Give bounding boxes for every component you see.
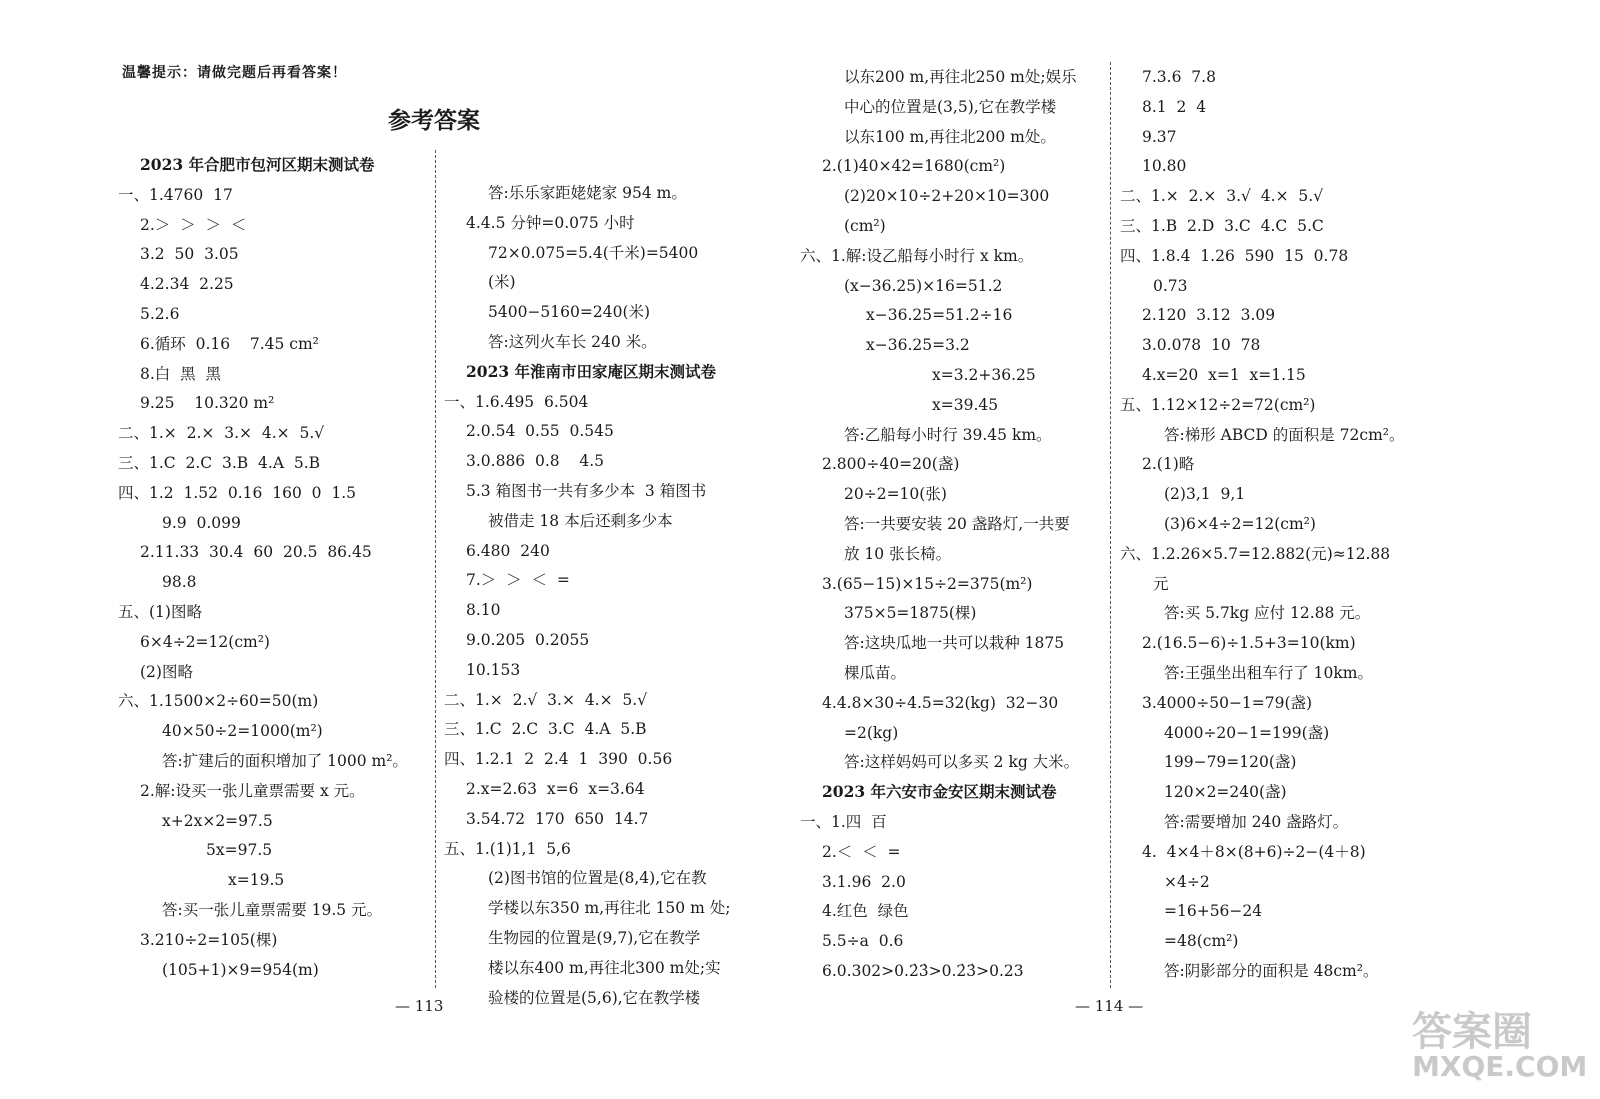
- answer-line: 答:买一张儿童票需要 19.5 元。: [162, 901, 383, 919]
- section-heading: 2023 年淮南市田家庵区期末测试卷: [466, 361, 717, 381]
- answer-line: 3.2 50 3.05: [140, 245, 239, 264]
- watermark-url: MXQE.COM: [1412, 1050, 1588, 1083]
- answer-line: 120×2=240(盏): [1164, 783, 1287, 802]
- answer-line: 5x=97.5: [206, 841, 273, 860]
- watermark-logo: 答案圈: [1412, 1009, 1532, 1055]
- answer-line: 四、1.2 1.52 0.16 160 0 1.5: [118, 483, 357, 502]
- answer-line: 放 10 张长椅。: [844, 544, 952, 563]
- answer-line: 四、1.2.1 2 2.4 1 390 0.56: [444, 750, 673, 769]
- answer-line: 三、1.B 2.D 3.C 4.C 5.C: [1120, 217, 1324, 235]
- answer-line: 8.白 黑 黑: [140, 364, 221, 383]
- answer-line: 答:这列火车长 240 米。: [488, 333, 657, 351]
- answer-line: 8.10: [466, 601, 501, 620]
- answer-line: 6×4÷2=12(cm²): [140, 632, 270, 651]
- answer-line: 4.x=20 x=1 x=1.15: [1142, 366, 1306, 384]
- answer-line: =48(cm²): [1164, 932, 1239, 951]
- answer-line: 答:乐乐家距姥姥家 954 m。: [488, 184, 687, 202]
- answer-line: 0.73: [1153, 276, 1188, 295]
- answer-line: 2.120 3.12 3.09: [1142, 306, 1276, 325]
- page-number-right: — 114 —: [1075, 997, 1144, 1015]
- answer-line: 9.25 10.320 m²: [140, 394, 275, 413]
- answer-line: 三、1.C 2.C 3.B 4.A 5.B: [118, 454, 321, 472]
- answer-line: 答:扩建后的面积增加了 1000 m²。: [162, 752, 408, 770]
- answer-line: 6.480 240: [466, 541, 550, 560]
- answer-line: 生物园的位置是(9,7),它在教学: [488, 929, 701, 947]
- column-divider: [1110, 62, 1111, 988]
- right-page: [800, 0, 1600, 1099]
- answer-line: (cm²): [844, 217, 886, 235]
- page-title: 参考答案: [388, 108, 480, 134]
- answer-line: 4.红色 绿色: [822, 902, 909, 921]
- answer-line: 答:阴影部分的面积是 48cm²。: [1164, 962, 1379, 980]
- answer-line: 2.0.54 0.55 0.545: [466, 422, 614, 441]
- answer-line: 2.解:设买一张儿童票需要 x 元。: [140, 781, 365, 800]
- answer-line: 答:买 5.7kg 应付 12.88 元。: [1164, 604, 1371, 623]
- answer-line: 以东100 m,再往北200 m处。: [844, 127, 1056, 146]
- answer-line: 72×0.075=5.4(千米)=5400: [488, 243, 699, 262]
- answer-line: 3.54.72 170 650 14.7: [466, 809, 649, 828]
- answer-line: 5.3 箱图书一共有多少本 3 箱图书: [466, 482, 707, 500]
- answer-line: 学楼以东350 m,再往北 150 m 处;: [488, 899, 731, 918]
- answer-line: 98.8: [162, 573, 197, 592]
- answer-line: 3.210÷2=105(棵): [140, 930, 278, 949]
- answer-line: 3.0.886 0.8 4.5: [466, 452, 605, 471]
- answer-line: 六、1.解:设乙船每小时行 x km。: [800, 246, 1034, 265]
- answer-line: 二、1.× 2.× 3.√ 4.× 5.√: [1120, 187, 1324, 206]
- answer-line: 二、1.× 2.√ 3.× 4.× 5.√: [444, 690, 648, 709]
- answer-line: (2)图略: [140, 662, 193, 681]
- answer-line: 楼以东400 m,再往北300 m处;实: [488, 958, 721, 977]
- answer-line: ×4÷2: [1164, 872, 1210, 891]
- answer-line: 五、1.(1)1,1 5,6: [444, 839, 571, 858]
- answer-line: 2.(16.5−6)÷1.5+3=10(km): [1142, 634, 1356, 653]
- answer-line: 答:这样妈妈可以多买 2 kg 大米。: [844, 753, 1080, 772]
- answer-line: 答:需要增加 240 盏路灯。: [1164, 813, 1349, 831]
- answer-line: 答:乙船每小时行 39.45 km。: [844, 425, 1052, 444]
- column-divider: [435, 150, 436, 988]
- answer-line: 7.3.6 7.8: [1142, 68, 1216, 86]
- answer-line: 一、1.四 百: [800, 813, 887, 831]
- answer-line: 2.800÷40=20(盏): [822, 455, 960, 474]
- answer-line: 8.1 2 4: [1142, 97, 1207, 116]
- answer-line: 9.0.205 0.2055: [466, 631, 590, 649]
- answer-line: 6.0.302>0.2̇3̇>0.2̇3̇>0.23: [822, 962, 1024, 980]
- answer-line: x=39.45: [932, 395, 999, 414]
- answer-line: 4000÷20−1=199(盏): [1164, 723, 1330, 742]
- answer-line: 六、1.2.26×5.7=12.882(元)≈12.88: [1120, 544, 1391, 563]
- answer-line: 验楼的位置是(5,6),它在教学楼: [488, 988, 701, 1007]
- answer-line: 一、1.4760 17: [118, 185, 233, 204]
- answer-line: 以东200 m,再往北250 m处;娱乐: [844, 68, 1077, 86]
- answer-line: 5.2.6: [140, 305, 180, 323]
- answer-line: x=3.2+36.25: [932, 366, 1036, 384]
- answer-line: x=19.5: [228, 871, 285, 890]
- answer-line: 4.4.5 分钟=0.075 小时: [466, 213, 635, 232]
- answer-line: 10.153: [466, 660, 521, 679]
- answer-line: 2.＜ ＜ =: [822, 842, 901, 861]
- answer-line: 答:这块瓜地一共可以栽种 1875: [844, 634, 1065, 653]
- answer-line: 3.0.078 10 78: [1142, 336, 1261, 355]
- answer-line: (x−36.25)×16=51.2: [844, 276, 1003, 295]
- answer-line: 棵瓜苗。: [844, 664, 907, 682]
- answer-line: x−36.25=3.2: [866, 336, 970, 355]
- answer-line: 四、1.8.4 1.26 590 15 0.78: [1120, 246, 1349, 265]
- answer-line: =16+56−24: [1164, 902, 1263, 921]
- answer-line: (3)6×4÷2=12(cm²): [1164, 515, 1316, 533]
- answer-line: 10.80: [1142, 157, 1187, 176]
- answer-line: 4. 4×4＋8×(8+6)÷2−(4＋8): [1142, 842, 1366, 861]
- answer-line: (米): [488, 273, 516, 292]
- answer-line: (2)3,1 9,1: [1164, 485, 1246, 504]
- answer-line: 9.37: [1142, 127, 1177, 146]
- answer-line: 2.(1)40×42=1680(cm²): [822, 157, 1006, 176]
- answer-line: 3.1.96 2.0: [822, 872, 906, 891]
- answer-line: 40×50÷2=1000(m²): [162, 722, 323, 741]
- page-number-left: — 113: [395, 997, 444, 1015]
- answer-line: 6.循环 0.16 7.45 cm²: [140, 334, 319, 353]
- answer-line: 9.9 0.099: [162, 513, 241, 532]
- answer-line: 答:王强坐出租车行了 10km。: [1164, 664, 1373, 682]
- answer-line: 199−79=120(盏): [1164, 753, 1297, 772]
- answer-line: 2.＞ ＞ ＞ ＜: [140, 215, 247, 234]
- answer-line: 7.＞ ＞ ＜ =: [466, 571, 570, 590]
- answer-line: 5.5÷a 0.6: [822, 932, 904, 951]
- answer-line: 5400−5160=240(米): [488, 303, 651, 322]
- answer-line: 二、1.× 2.× 3.× 4.× 5.√: [118, 424, 325, 443]
- answer-line: 2.x=2.63 x=6 x=3.64: [466, 780, 645, 798]
- answer-line: 五、1.12×12÷2=72(cm²): [1120, 395, 1316, 414]
- answer-line: =2(kg): [844, 723, 899, 742]
- answer-line: 3.4000÷50−1=79(盏): [1142, 693, 1313, 712]
- tip-text: 温馨提示：请做完题后再看答案！: [122, 65, 347, 81]
- answer-line: x−36.25=51.2÷16: [866, 306, 1013, 325]
- answer-line: 4.2.34 2.25: [140, 275, 234, 294]
- answer-line: 被借走 18 本后还剩多少本: [488, 511, 673, 530]
- answer-line: 三、1.C 2.C 3.C 4.A 5.B: [444, 720, 647, 739]
- answer-line: 20÷2=10(张): [844, 485, 947, 504]
- answer-line: 375×5=1875(棵): [844, 604, 977, 623]
- answer-line: 答:一共要安装 20 盏路灯,一共要: [844, 515, 1070, 533]
- section-heading: 2023 年合肥市包河区期末测试卷: [140, 155, 375, 174]
- answer-line: 中心的位置是(3,5),它在教学楼: [844, 97, 1057, 116]
- answer-line: 一、1.6.495 6.504: [444, 392, 589, 411]
- answer-line: (2)图书馆的位置是(8,4),它在教: [488, 869, 707, 888]
- answer-line: 2.11.33 30.4 60 20.5 86.45: [140, 543, 372, 562]
- answer-line: 3.(65−15)×15÷2=375(m²): [822, 574, 1033, 593]
- section-heading: 2023 年六安市金安区期末测试卷: [822, 782, 1057, 802]
- answer-line: 2.(1)略: [1142, 455, 1195, 474]
- answer-line: (2)20×10÷2+20×10=300: [844, 187, 1050, 206]
- answer-line: 六、1.1500×2÷60=50(m): [118, 692, 319, 711]
- answer-line: 答:梯形 ABCD 的面积是 72cm²。: [1164, 425, 1405, 444]
- answer-line: x+2x×2=97.5: [162, 811, 273, 830]
- answer-line: 元: [1153, 574, 1169, 593]
- answer-line: 4.4.8×30÷4.5=32(kg) 32−30: [822, 693, 1059, 712]
- answer-line: (105+1)×9=954(m): [162, 960, 319, 979]
- answer-line: 五、(1)图略: [118, 603, 202, 621]
